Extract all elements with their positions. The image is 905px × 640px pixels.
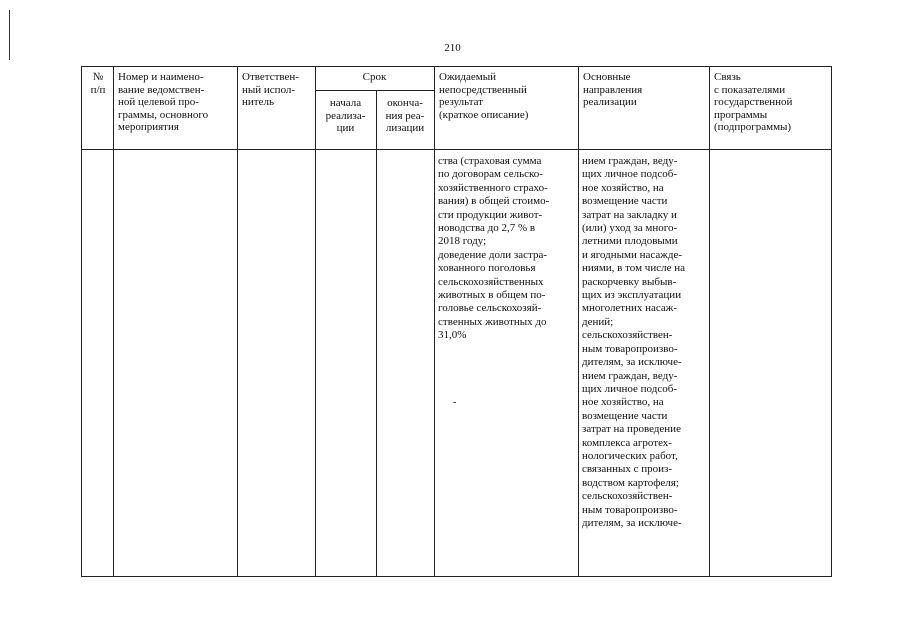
col-divider [237, 67, 238, 576]
col-divider [113, 67, 114, 576]
stray-mark: - [453, 397, 457, 408]
header-term: Срок [362, 71, 387, 83]
page-number: 210 [444, 42, 461, 54]
cell-expected-result: ства (страховая сумма по договорам сельско- хозяйственного страхо- вания) в общей стоимо- сти продукции живот- новодства до 2,7 % в 2018 году; доведение доли застра- хованного поголовья сельскохозяйственных животных в общем по- головье сельскохозяй- ственных животных до 31,0% [438, 155, 550, 342]
term-subheader-line [315, 90, 434, 91]
col-divider [376, 90, 377, 576]
header-term-start: начала реализа- ции [325, 97, 366, 135]
header-program: Номер и наимено- вание ведомствен- ной целевой про- граммы, основного мероприятия [118, 71, 209, 134]
header-num: № п/п [90, 71, 106, 96]
cell-directions: нием граждан, веду- щих личное подсоб- ное хозяйство, на возмещение части затрат на закладку и (или) уход за много- летними плодовыми и ягодными насажде- ниями, в том числе на раскорчевку выбыв- щих из эксплуатации многолетних насаж- дений; сельскохозяйствен- ным товаропроизво- дителям, за исключе- нием граждан, веду- щих личное подсоб- ное хозяйство, на возмещение части затрат на проведение комплекса агротех- нологических работ, связанных с произ- водством картофеля; сельскохозяйствен- ным товаропроизво- дителям, за исключе- [582, 155, 685, 529]
col-divider [709, 67, 710, 576]
header-responsible: Ответствен- ный испол- нитель [242, 71, 299, 109]
header-indicator-link: Связь с показателями государственной программы (подпрограммы) [714, 71, 793, 134]
header-directions: Основные направления реализации [583, 71, 643, 109]
program-table [81, 66, 832, 577]
col-divider [434, 67, 435, 576]
header-expected-result: Ожидаемый непосредственный результат (краткое описание) [439, 71, 529, 121]
col-divider [578, 67, 579, 576]
header-bottom-line [82, 149, 831, 150]
col-divider [315, 67, 316, 576]
header-term-end: оконча- ния реа- лизации [385, 97, 425, 135]
